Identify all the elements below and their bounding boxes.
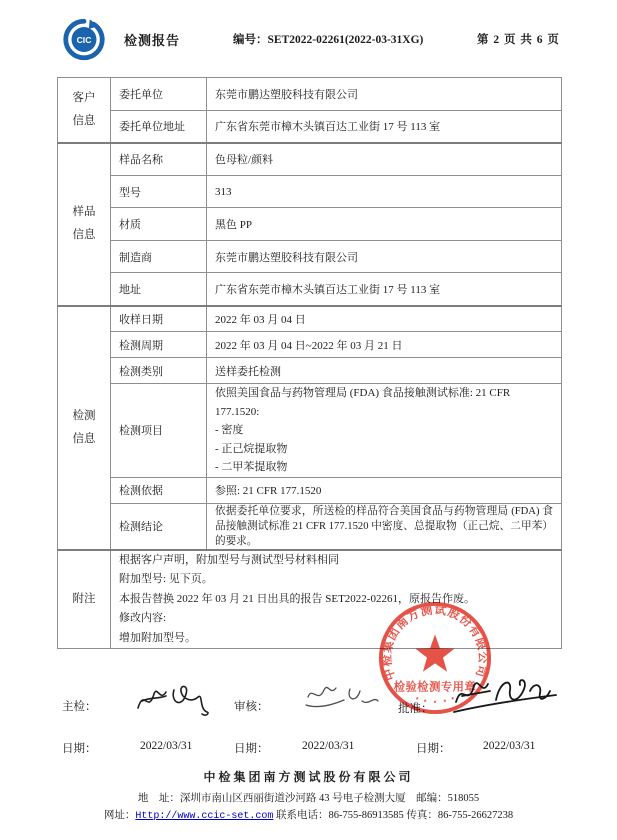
- field-value: 313: [207, 176, 562, 208]
- note-line: 根据客户声明，附加型号与测试型号材料相同: [119, 553, 339, 566]
- footer-site-label: 网址：: [103, 810, 136, 821]
- field-value: 东莞市鹏达塑胶科技有限公司: [207, 241, 562, 273]
- footer-fax-label: 传真：: [403, 810, 438, 821]
- footer-contact-line: [0, 807, 617, 822]
- field-label: 材质: [111, 208, 207, 241]
- field-value: 参照: 21 CFR 177.1520: [207, 477, 562, 503]
- field-label: 委托单位: [111, 78, 207, 111]
- test-conclusion: 依据委托单位要求，所送检的样品符合美国食品与药物管理局 (FDA) 食品接触测试标准 21 CFR 177.1520 中密度、总提取物（正己烷、二甲苯）的要求。: [207, 503, 562, 550]
- sig-role-inspector: 主检：: [62, 701, 97, 713]
- field-value: 广东省东莞市樟木头镇百达工业街 17 号 113 室: [207, 111, 562, 143]
- signature-approver: [450, 672, 560, 717]
- seal-type-text: 检验检测专用章: [393, 681, 477, 694]
- field-label: 委托单位地址: [111, 111, 207, 143]
- seal-star-icon: [415, 634, 454, 671]
- footer-zip: 518055: [447, 793, 480, 804]
- report-number-label: 编号：: [233, 34, 268, 46]
- footer-company: 中检集团南方测试股份有限公司: [203, 770, 414, 784]
- field-value: 2022 年 03 月 04 日: [207, 306, 562, 332]
- svg-text:CIC: CIC: [76, 34, 92, 45]
- date-label: 日期：: [62, 743, 97, 755]
- field-label: 检测类别: [111, 358, 207, 384]
- note-line: 修改内容:: [119, 612, 167, 625]
- field-label: 检测周期: [111, 332, 207, 358]
- group-label-sample: 样品 信息: [58, 143, 111, 306]
- report-number: [233, 31, 423, 47]
- signature-inspector: [130, 682, 215, 720]
- group-label-customer: 客户 信息: [58, 78, 111, 143]
- footer-address-label: 地 址：: [137, 793, 180, 804]
- field-label: 制造商: [111, 241, 207, 273]
- field-label: 样品名称: [111, 143, 207, 176]
- cic-logo-icon: [60, 16, 108, 63]
- field-label: 型号: [111, 176, 207, 208]
- date-value: 2022/03/31: [483, 740, 536, 752]
- test-item: - 正己烷提取物: [215, 442, 288, 455]
- test-items: [207, 384, 562, 478]
- seal-serial-dots: [416, 697, 454, 703]
- date-label: 日期：: [234, 743, 269, 755]
- field-value: 黑色 PP: [207, 208, 562, 241]
- signature-reviewer: [300, 681, 380, 717]
- section-test: [58, 306, 562, 550]
- report-title: 检测报告: [124, 33, 181, 48]
- seal-company-text: 中检集团南方测试股份有限公司: [379, 602, 491, 683]
- footer-tel-label: 联系电话：: [273, 810, 329, 821]
- field-value: 送样委托检测: [207, 358, 562, 384]
- section-customer: [58, 78, 562, 143]
- test-item: - 二甲苯提取物: [215, 461, 288, 473]
- report-number-value: SET2022-02261(2022-03-31XG): [267, 34, 424, 46]
- footer-tel: 86-755-86913585: [328, 810, 404, 821]
- date-label: 日期：: [416, 743, 451, 755]
- note-line: 本报告替换 2022 年 03 月 21 日出具的报告 SET2022-02261，原报告作废。: [119, 592, 475, 605]
- field-value: 色母粒/颜料: [207, 143, 562, 176]
- group-label-test: 检测 信息: [58, 306, 111, 550]
- sig-role-approver: 批准：: [398, 703, 433, 715]
- date-value: 2022/03/31: [302, 740, 355, 752]
- field-label: 检测依据: [111, 477, 207, 503]
- field-value: 东莞市鹏达塑胶科技有限公司: [207, 78, 562, 111]
- field-value: 广东省东莞市樟木头镇百达工业街 17 号 113 室: [207, 273, 562, 306]
- footer-website-link[interactable]: Http://www.ccic-set.com: [135, 811, 274, 822]
- field-label: 收样日期: [111, 306, 207, 332]
- note-line: 附加型号: 见下页。: [119, 573, 213, 586]
- section-sample: [58, 143, 562, 306]
- field-label: 检测结论: [111, 503, 207, 550]
- test-item: - 密度: [215, 424, 244, 436]
- page-indicator: 第 2 页 共 6 页: [477, 34, 560, 46]
- date-value: 2022/03/31: [140, 740, 193, 752]
- report-table: [57, 77, 562, 649]
- sig-role-reviewer: 审核：: [234, 701, 269, 713]
- field-value: 2022 年 03 月 04 日~2022 年 03 月 21 日: [207, 332, 562, 358]
- test-items-intro: 依照美国食品与药物管理局 (FDA) 食品接触测试标准: 21 CFR 177.1520:: [215, 387, 511, 418]
- field-label: 检测项目: [111, 384, 207, 478]
- footer-zip-label: 邮编：: [405, 793, 448, 804]
- note-line: 增加附加型号。: [119, 631, 196, 644]
- footer-fax: 86-755-26627238: [437, 810, 514, 821]
- footer-address: 深圳市南山区西丽街道沙河路 43 号电子检测大厦: [179, 793, 406, 804]
- footer-address-line: [0, 790, 617, 805]
- field-label: 地址: [111, 273, 207, 306]
- group-label-notes: 附注: [58, 550, 111, 649]
